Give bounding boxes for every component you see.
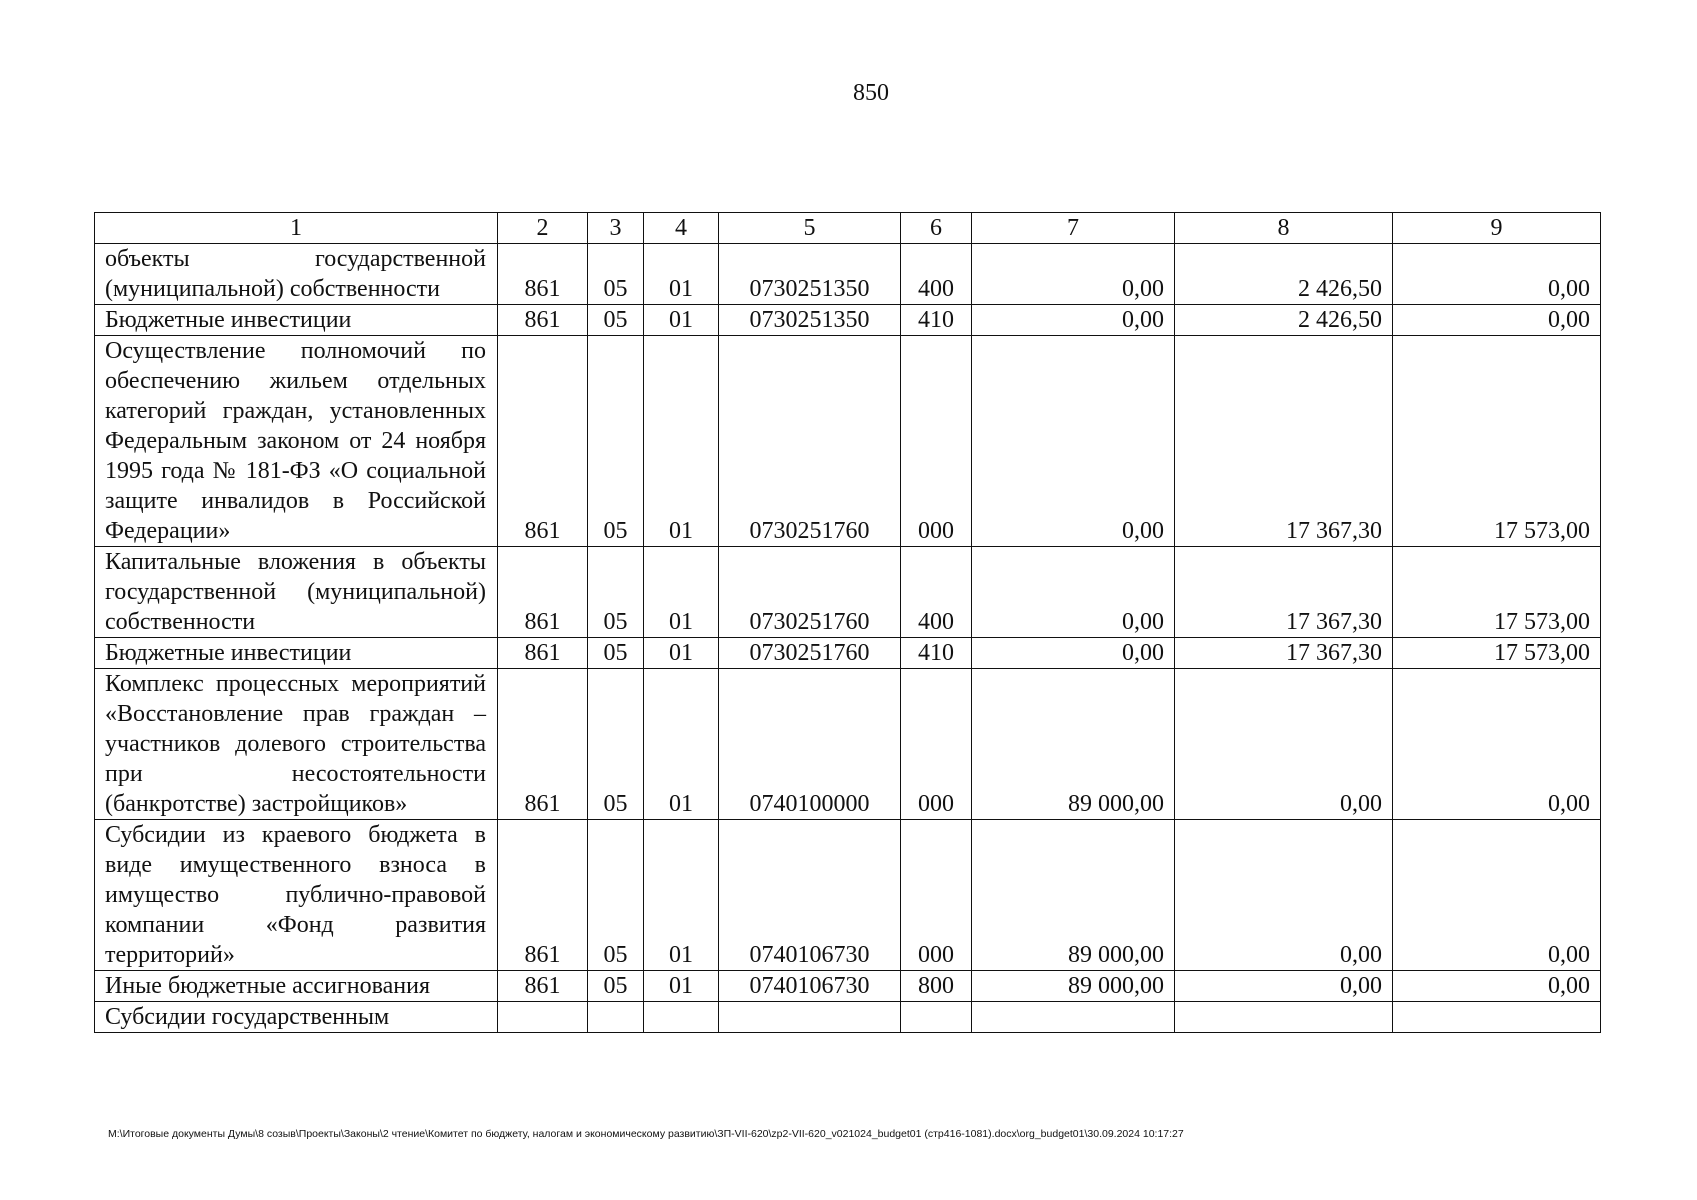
- column-header: 8: [1175, 213, 1393, 244]
- table-row: [95, 547, 1601, 638]
- section-code-cell: 05: [588, 336, 644, 547]
- column-header: 1: [95, 213, 498, 244]
- column-header: 7: [972, 213, 1175, 244]
- expense-type-cell: [901, 1002, 972, 1033]
- footer-file-path: M:\Итоговые документы Думы\8 созыв\Проекты\Законы\2 чтение\Комитет по бюджету, налогам и экономическому развитию\ЗП-VII-620\zp2-VII-620_v021024_budget01 (стр416-1081).docx\org_budget01\30.09.2024 10:17:27: [108, 1128, 1184, 1140]
- column-header: 3: [588, 213, 644, 244]
- amount-cell: 0,00: [1393, 820, 1601, 971]
- target-article-cell: 0740106730: [719, 971, 901, 1002]
- expense-type-cell: 800: [901, 971, 972, 1002]
- target-article-cell: 0730251350: [719, 305, 901, 336]
- section-code-cell: 05: [588, 669, 644, 820]
- subsection-code-cell: 01: [644, 305, 719, 336]
- amount-cell: [972, 1002, 1175, 1033]
- section-code-cell: 05: [588, 638, 644, 669]
- row-name-cell: Бюджетные инвестиции: [95, 305, 498, 336]
- expense-type-cell: 000: [901, 669, 972, 820]
- row-name-cell: Бюджетные инвестиции: [95, 638, 498, 669]
- amount-cell: 2 426,50: [1175, 244, 1393, 305]
- ministry-code-cell: [498, 1002, 588, 1033]
- section-code-cell: 05: [588, 547, 644, 638]
- amount-cell: 0,00: [1393, 244, 1601, 305]
- table-row: [95, 244, 1601, 305]
- expense-type-cell: 400: [901, 244, 972, 305]
- expense-type-cell: 400: [901, 547, 972, 638]
- row-name-cell: Иные бюджетные ассигнования: [95, 971, 498, 1002]
- target-article-cell: 0740106730: [719, 820, 901, 971]
- ministry-code-cell: 861: [498, 244, 588, 305]
- amount-cell: 0,00: [972, 547, 1175, 638]
- section-code-cell: 05: [588, 305, 644, 336]
- subsection-code-cell: 01: [644, 820, 719, 971]
- expense-type-cell: 000: [901, 336, 972, 547]
- subsection-code-cell: 01: [644, 336, 719, 547]
- subsection-code-cell: 01: [644, 244, 719, 305]
- amount-cell: 0,00: [1175, 669, 1393, 820]
- ministry-code-cell: 861: [498, 669, 588, 820]
- amount-cell: 2 426,50: [1175, 305, 1393, 336]
- row-name-cell: Субсидии государственным: [95, 1002, 498, 1033]
- amount-cell: 89 000,00: [972, 669, 1175, 820]
- column-header: 4: [644, 213, 719, 244]
- table-row: [95, 638, 1601, 669]
- section-code-cell: 05: [588, 244, 644, 305]
- amount-cell: 17 367,30: [1175, 336, 1393, 547]
- table-row: [95, 305, 1601, 336]
- table-row: [95, 820, 1601, 971]
- subsection-code-cell: 01: [644, 547, 719, 638]
- row-name-cell: Комплекс процессных мероприятий «Восстановление прав граждан – участников долевого строительства при несостоятельности (банкротстве) застройщиков»: [95, 669, 498, 820]
- amount-cell: 0,00: [972, 305, 1175, 336]
- target-article-cell: [719, 1002, 901, 1033]
- ministry-code-cell: 861: [498, 547, 588, 638]
- amount-cell: 89 000,00: [972, 971, 1175, 1002]
- table-row: [95, 1002, 1601, 1033]
- amount-cell: 17 367,30: [1175, 638, 1393, 669]
- target-article-cell: 0730251760: [719, 336, 901, 547]
- amount-cell: 17 573,00: [1393, 336, 1601, 547]
- amount-cell: 0,00: [972, 638, 1175, 669]
- section-code-cell: 05: [588, 820, 644, 971]
- target-article-cell: 0740100000: [719, 669, 901, 820]
- column-header: 9: [1393, 213, 1601, 244]
- table-row: [95, 971, 1601, 1002]
- subsection-code-cell: 01: [644, 971, 719, 1002]
- ministry-code-cell: 861: [498, 336, 588, 547]
- ministry-code-cell: 861: [498, 971, 588, 1002]
- amount-cell: 0,00: [1175, 820, 1393, 971]
- amount-cell: 17 573,00: [1393, 547, 1601, 638]
- row-name-cell: Осуществление полномочий по обеспечению жильем отдельных категорий граждан, установленных Федеральным законом от 24 ноября 1995 года № 181-ФЗ «О социальной защите инвалидов в Российской Федерации»: [95, 336, 498, 547]
- amount-cell: 0,00: [972, 244, 1175, 305]
- target-article-cell: 0730251350: [719, 244, 901, 305]
- amount-cell: 0,00: [1393, 669, 1601, 820]
- budget-table: [94, 212, 1601, 1033]
- row-name-cell: объекты государственной (муниципальной) собственности: [95, 244, 498, 305]
- ministry-code-cell: 861: [498, 305, 588, 336]
- table-header-row: [95, 213, 1601, 244]
- amount-cell: 17 573,00: [1393, 638, 1601, 669]
- ministry-code-cell: 861: [498, 820, 588, 971]
- column-header: 5: [719, 213, 901, 244]
- amount-cell: 17 367,30: [1175, 547, 1393, 638]
- subsection-code-cell: 01: [644, 638, 719, 669]
- target-article-cell: 0730251760: [719, 547, 901, 638]
- amount-cell: 0,00: [972, 336, 1175, 547]
- page-number: 850: [853, 80, 889, 106]
- column-header: 6: [901, 213, 972, 244]
- table-row: [95, 669, 1601, 820]
- table-row: [95, 336, 1601, 547]
- subsection-code-cell: 01: [644, 669, 719, 820]
- section-code-cell: 05: [588, 971, 644, 1002]
- column-header: 2: [498, 213, 588, 244]
- expense-type-cell: 000: [901, 820, 972, 971]
- amount-cell: 0,00: [1175, 971, 1393, 1002]
- section-code-cell: [588, 1002, 644, 1033]
- amount-cell: 0,00: [1393, 305, 1601, 336]
- row-name-cell: Субсидии из краевого бюджета в виде имущественного взноса в имущество публично-правовой компании «Фонд развития территорий»: [95, 820, 498, 971]
- amount-cell: [1393, 1002, 1601, 1033]
- ministry-code-cell: 861: [498, 638, 588, 669]
- amount-cell: 89 000,00: [972, 820, 1175, 971]
- row-name-cell: Капитальные вложения в объекты государственной (муниципальной) собственности: [95, 547, 498, 638]
- expense-type-cell: 410: [901, 305, 972, 336]
- amount-cell: [1175, 1002, 1393, 1033]
- expense-type-cell: 410: [901, 638, 972, 669]
- subsection-code-cell: [644, 1002, 719, 1033]
- target-article-cell: 0730251760: [719, 638, 901, 669]
- amount-cell: 0,00: [1393, 971, 1601, 1002]
